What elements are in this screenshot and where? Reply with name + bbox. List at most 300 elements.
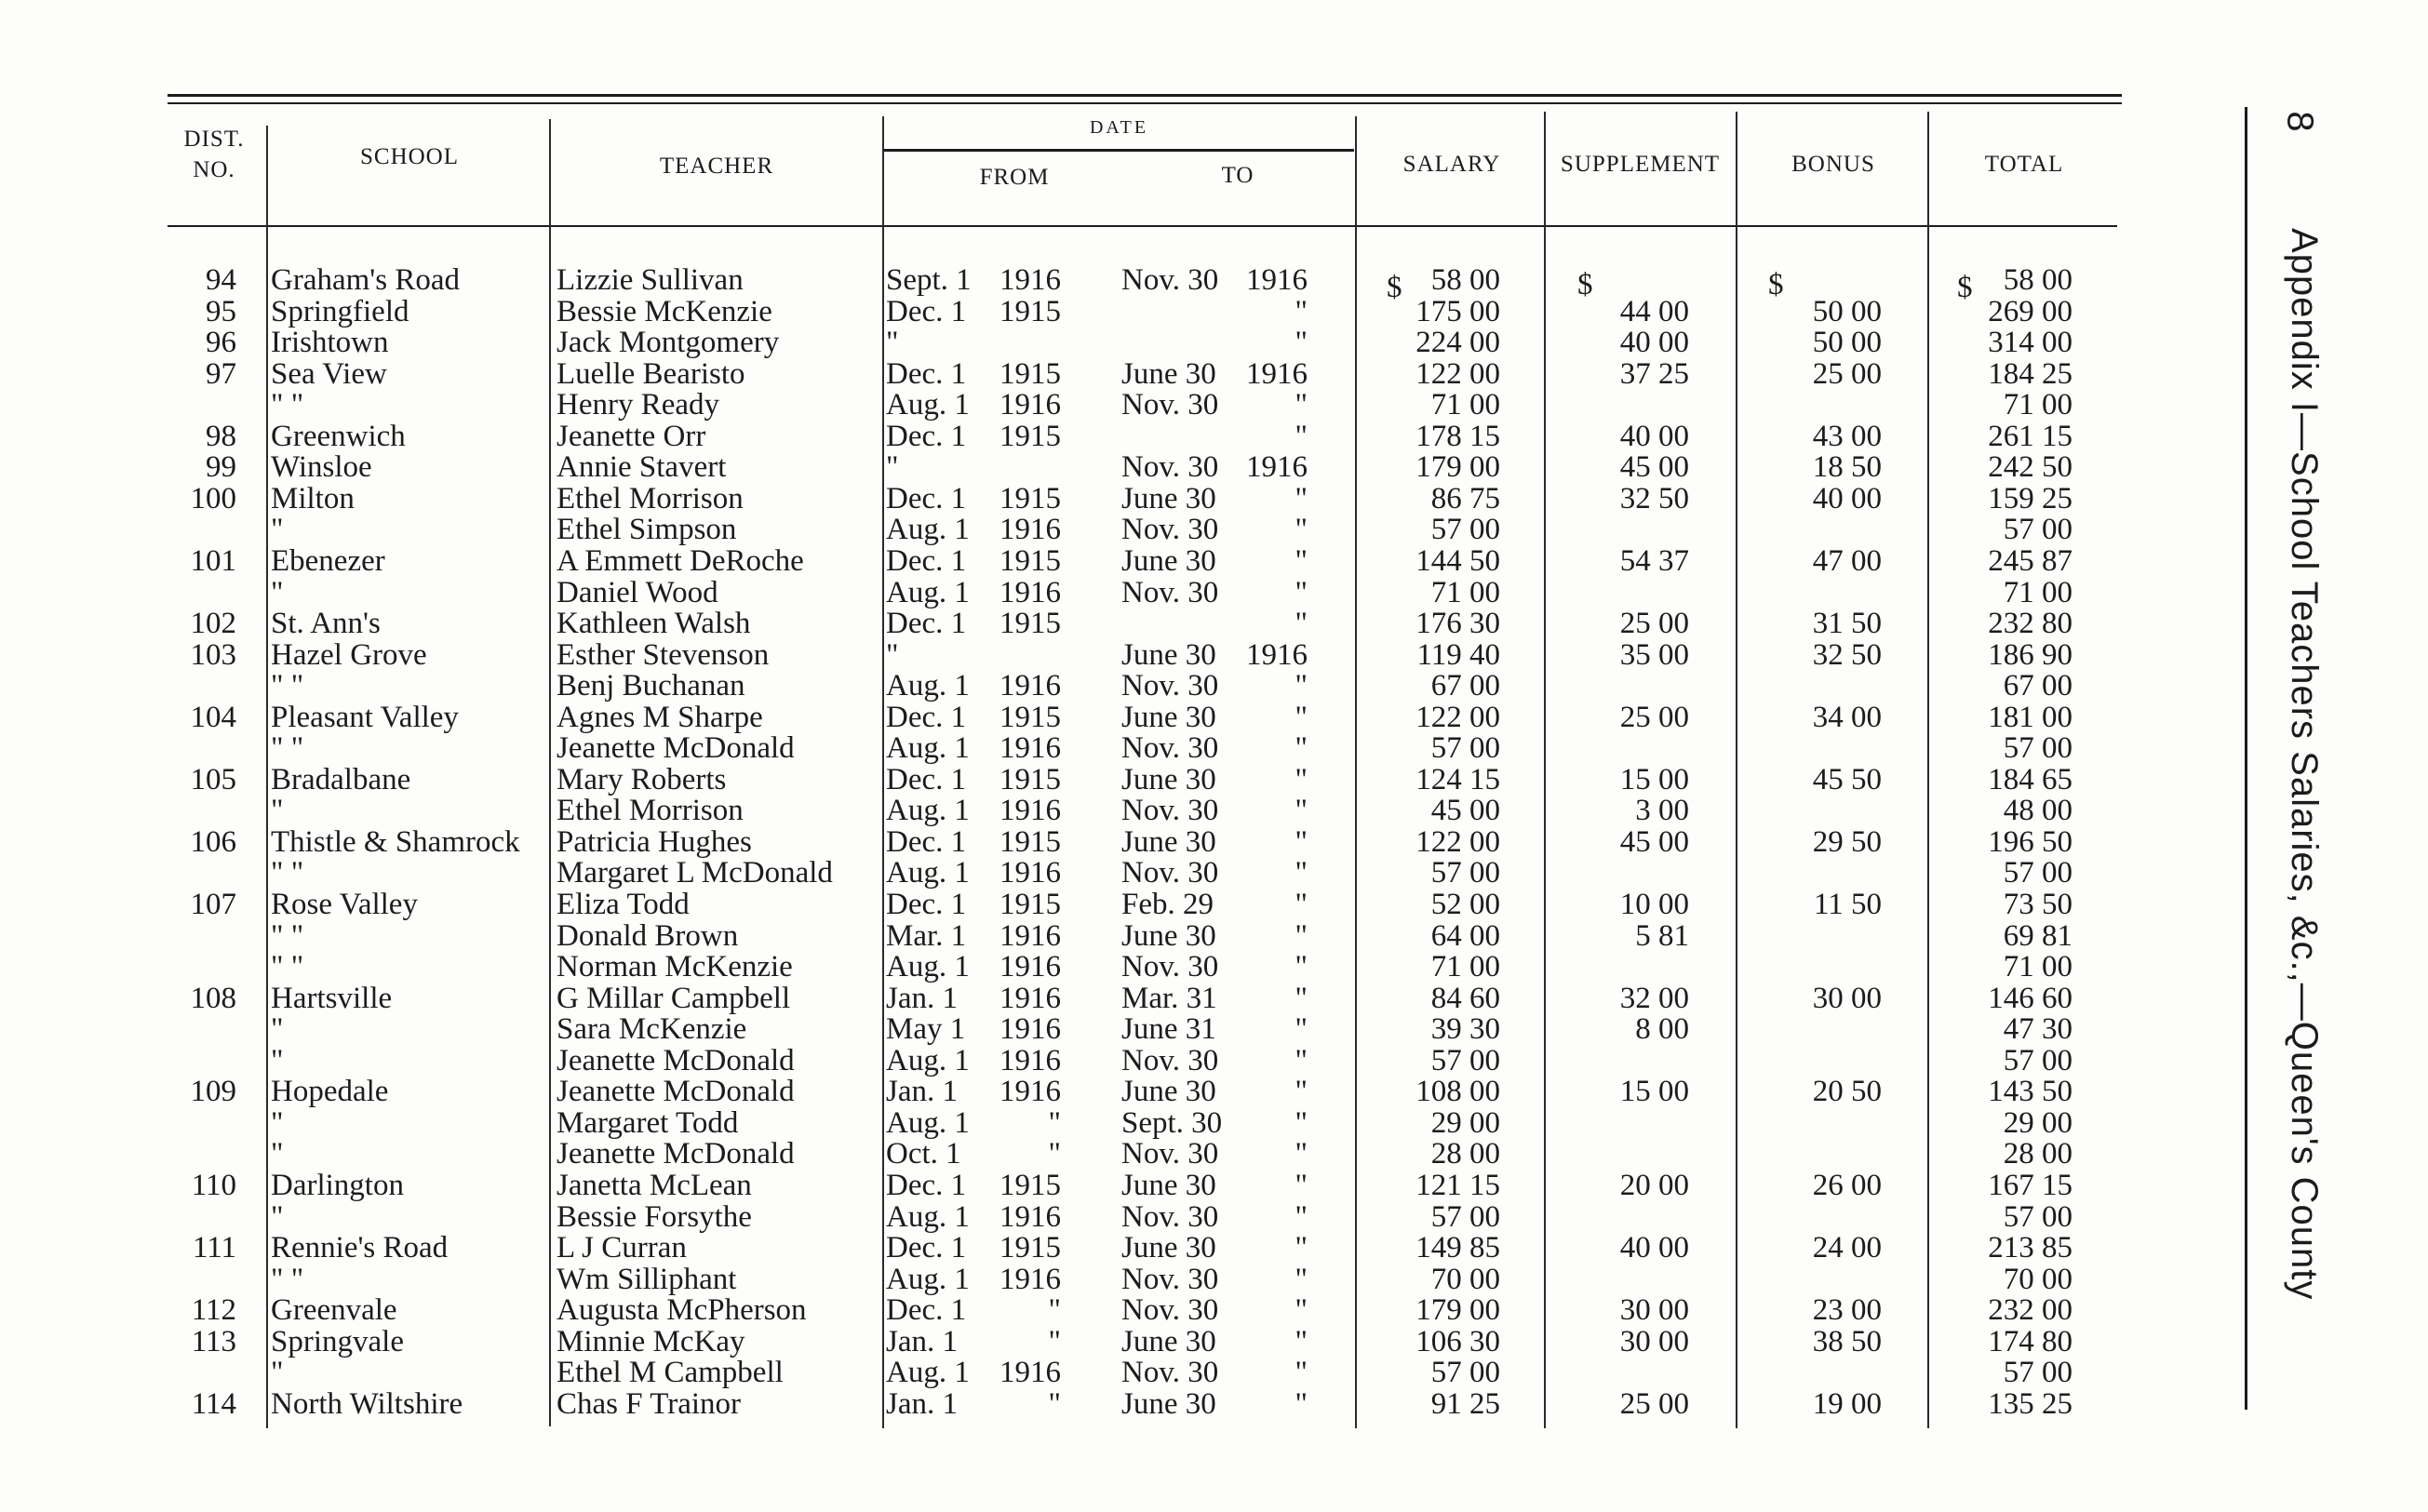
- teacher-name: Ethel Morrison: [557, 794, 744, 828]
- school-name: " ": [271, 388, 304, 422]
- to-month-day: Nov. 30: [1121, 669, 1219, 703]
- date-rule: [884, 149, 1354, 152]
- supplement-value: 25 00: [1619, 607, 1689, 641]
- salary-value: 57 00: [1430, 731, 1500, 766]
- to-year: ": [1294, 950, 1308, 984]
- bonus-value: 26 00: [1812, 1168, 1882, 1202]
- supplement-value: 3 00: [1635, 794, 1689, 828]
- bonus-value: 31 50: [1812, 607, 1882, 641]
- salary-value: 178 15: [1415, 419, 1500, 453]
- salary-value: 149 85: [1415, 1231, 1500, 1265]
- dist-no: 103: [190, 637, 236, 672]
- teacher-name: Luelle Bearisto: [557, 356, 745, 391]
- dist-no: 110: [191, 1168, 236, 1202]
- school-name: Rennie's Road: [271, 1231, 449, 1265]
- from-year: 1916: [999, 263, 1061, 297]
- teacher-name: Jeanette McDonald: [557, 1043, 795, 1077]
- to-year: ": [1294, 1043, 1308, 1077]
- school-name: Sea View: [271, 356, 387, 391]
- salary-value: 71 00: [1430, 388, 1500, 422]
- to-year: ": [1294, 1012, 1308, 1047]
- supplement-value: 32 50: [1619, 481, 1689, 515]
- salary-value: 71 00: [1430, 950, 1500, 984]
- from-year: 1916: [999, 918, 1061, 953]
- teacher-name: Jeanette McDonald: [557, 1137, 795, 1171]
- from-year: 1916: [999, 669, 1061, 703]
- dist-no: 96: [206, 326, 236, 360]
- school-name: Greenwich: [271, 419, 406, 453]
- teacher-name: Bessie Forsythe: [557, 1199, 752, 1234]
- from-month-day: Dec. 1: [886, 1231, 967, 1265]
- to-month-day: Nov. 30: [1121, 1137, 1219, 1171]
- to-month-day: Nov. 30: [1121, 856, 1219, 890]
- bonus-value: 23 00: [1812, 1293, 1882, 1328]
- school-name: ": [271, 1356, 284, 1390]
- total-value: 232 80: [1988, 607, 2073, 641]
- school-name: Rose Valley: [271, 888, 418, 921]
- school-name: " ": [271, 731, 304, 766]
- from-month-day: Oct. 1: [886, 1137, 961, 1171]
- from-month-day: Jan. 1: [886, 981, 958, 1015]
- to-year: ": [1294, 1075, 1308, 1109]
- total-value: 232 00: [1988, 1293, 2073, 1328]
- supplement-currency: $: [1577, 268, 1593, 301]
- teacher-name: Jeanette McDonald: [557, 731, 795, 766]
- from-month-day: Dec. 1: [886, 762, 967, 796]
- school-name: Winsloe: [271, 450, 372, 485]
- teacher-name: G Millar Campbell: [557, 981, 791, 1015]
- salary-value: 86 75: [1430, 481, 1500, 515]
- to-year: ": [1294, 575, 1308, 609]
- salary-value: 57 00: [1430, 1356, 1500, 1390]
- to-month-day: Nov. 30: [1121, 575, 1219, 609]
- from-year: 1916: [999, 1356, 1061, 1390]
- from-year: 1916: [999, 1262, 1061, 1296]
- school-name: ": [271, 1199, 284, 1234]
- from-month-day: Aug. 1: [886, 950, 970, 984]
- to-month-day: Nov. 30: [1121, 1043, 1219, 1077]
- to-year: ": [1294, 326, 1308, 360]
- teacher-name: Margaret L McDonald: [557, 856, 833, 890]
- from-year: ": [1048, 1293, 1061, 1328]
- to-month-day: June 30: [1121, 1075, 1216, 1109]
- total-value: 181 00: [1988, 700, 2073, 734]
- salary-value: 45 00: [1430, 794, 1500, 828]
- teacher-name: Eliza Todd: [557, 888, 690, 921]
- bonus-value: 30 00: [1812, 981, 1882, 1015]
- to-month-day: Nov. 30: [1121, 731, 1219, 766]
- from-month-day: Aug. 1: [886, 794, 970, 828]
- school-name: Hartsville: [271, 981, 393, 1015]
- from-year: 1916: [999, 388, 1061, 422]
- school-name: " ": [271, 669, 304, 703]
- total-value: 143 50: [1988, 1075, 2073, 1109]
- from-year: ": [1048, 1105, 1061, 1140]
- header-bonus: BONUS: [1791, 152, 1875, 177]
- teacher-name: L J Curran: [557, 1231, 687, 1265]
- total-value: 28 00: [2003, 1137, 2073, 1171]
- salary-value: 119 40: [1416, 637, 1500, 672]
- bonus-currency: $: [1768, 268, 1784, 301]
- salary-value: 106 30: [1415, 1324, 1500, 1358]
- salary-value: 224 00: [1415, 326, 1500, 360]
- bonus-value: 29 50: [1812, 824, 1882, 859]
- from-year: 1916: [999, 1075, 1061, 1109]
- from-month-day: Aug. 1: [886, 1262, 970, 1296]
- bonus-value: 50 00: [1812, 326, 1882, 360]
- to-month-day: Nov. 30: [1121, 1199, 1219, 1234]
- salary-value: 29 00: [1430, 1105, 1500, 1140]
- dist-no: 98: [206, 419, 236, 453]
- to-month-day: June 30: [1121, 1324, 1216, 1358]
- bonus-value: 25 00: [1812, 356, 1882, 391]
- school-name: Thistle & Shamrock: [271, 824, 520, 859]
- to-month-day: June 30: [1121, 824, 1216, 859]
- school-name: " ": [271, 1262, 304, 1296]
- salary-value: 28 00: [1430, 1137, 1500, 1171]
- from-month-day: May 1: [886, 1012, 966, 1047]
- total-value: 196 50: [1988, 824, 2073, 859]
- dist-no: 94: [206, 263, 236, 297]
- dist-no: 106: [190, 824, 236, 859]
- from-month-day: Aug. 1: [886, 1356, 970, 1390]
- school-name: Darlington: [271, 1168, 404, 1202]
- from-month-day: Aug. 1: [886, 1105, 970, 1140]
- total-value: 29 00: [2003, 1105, 2073, 1140]
- total-value: 57 00: [2003, 1356, 2073, 1390]
- total-value: 71 00: [2003, 575, 2073, 609]
- side-rule: [2245, 107, 2247, 1410]
- total-value: 213 85: [1988, 1231, 2073, 1265]
- to-month-day: June 30: [1121, 1231, 1216, 1265]
- supplement-value: 40 00: [1619, 419, 1689, 453]
- to-year: ": [1294, 918, 1308, 953]
- from-year: 1915: [999, 700, 1061, 734]
- from-month-day: Dec. 1: [886, 419, 967, 453]
- to-month-day: June 30: [1121, 1386, 1216, 1421]
- col-line-bonus: [1736, 112, 1737, 1428]
- school-name: ": [271, 1105, 284, 1140]
- to-year: ": [1294, 856, 1308, 890]
- teacher-name: A Emmett DeRoche: [557, 543, 804, 578]
- to-year: ": [1294, 1137, 1308, 1171]
- to-month-day: Nov. 30: [1121, 794, 1219, 828]
- to-year: ": [1294, 607, 1308, 641]
- total-value: 245 87: [1988, 543, 2073, 578]
- from-month-day: Aug. 1: [886, 1043, 970, 1077]
- teacher-name: Jeanette Orr: [557, 419, 706, 453]
- from-month-day: Mar. 1: [886, 918, 967, 953]
- to-year: ": [1294, 1324, 1308, 1358]
- to-month-day: Nov. 30: [1121, 1262, 1219, 1296]
- top-rule: [168, 94, 2122, 97]
- to-month-day: Nov. 30: [1121, 450, 1219, 485]
- total-value: 242 50: [1988, 450, 2073, 485]
- teacher-name: Benj Buchanan: [557, 669, 745, 703]
- dist-no: 99: [206, 450, 236, 485]
- from-month-day: Aug. 1: [886, 1199, 970, 1234]
- dist-no: 108: [190, 981, 236, 1015]
- supplement-value: 15 00: [1619, 1075, 1689, 1109]
- teacher-name: Kathleen Walsh: [557, 607, 751, 641]
- from-month-day: ": [886, 637, 899, 672]
- salary-value: 175 00: [1415, 294, 1500, 328]
- from-year: 1915: [999, 888, 1061, 921]
- total-value: 167 15: [1988, 1168, 2073, 1202]
- from-month-day: Dec. 1: [886, 356, 967, 391]
- bonus-value: 43 00: [1812, 419, 1882, 453]
- from-month-day: Dec. 1: [886, 700, 967, 734]
- dist-no: 111: [192, 1231, 236, 1265]
- from-year: 1915: [999, 543, 1061, 578]
- dist-no: 105: [190, 762, 236, 796]
- school-name: Greenvale: [271, 1293, 397, 1328]
- school-name: ": [271, 1043, 284, 1077]
- header-to: TO: [1221, 163, 1254, 188]
- school-name: " ": [271, 856, 304, 890]
- teacher-name: Henry Ready: [557, 388, 720, 422]
- total-value: 71 00: [2003, 950, 2073, 984]
- from-year: 1916: [999, 575, 1061, 609]
- teacher-name: Chas F Trainor: [557, 1386, 742, 1421]
- dist-no: 102: [190, 607, 236, 641]
- to-year: ": [1294, 1105, 1308, 1140]
- supplement-value: 15 00: [1619, 762, 1689, 796]
- salary-value: 39 30: [1430, 1012, 1500, 1047]
- to-month-day: Mar. 31: [1121, 981, 1217, 1015]
- supplement-value: 25 00: [1619, 1386, 1689, 1421]
- from-year: 1915: [999, 1168, 1061, 1202]
- school-name: " ": [271, 918, 304, 953]
- supplement-value: 5 81: [1635, 918, 1689, 953]
- school-name: " ": [271, 950, 304, 984]
- from-month-day: Dec. 1: [886, 607, 967, 641]
- to-year: ": [1294, 669, 1308, 703]
- from-year: 1916: [999, 950, 1061, 984]
- to-year: 1916: [1246, 356, 1308, 391]
- to-month-day: June 30: [1121, 700, 1216, 734]
- school-name: Pleasant Valley: [271, 700, 459, 734]
- bonus-value: 40 00: [1812, 481, 1882, 515]
- from-month-day: Aug. 1: [886, 669, 970, 703]
- total-value: 58 00: [2003, 263, 2073, 297]
- salary-value: 122 00: [1415, 700, 1500, 734]
- dist-no: 109: [190, 1075, 236, 1109]
- dist-no: 112: [191, 1293, 236, 1328]
- running-title: Appendix I—School Teachers Salaries, &c.,—Queen's County: [2284, 228, 2325, 1301]
- top-rule-thin: [168, 102, 2122, 104]
- total-value: 71 00: [2003, 388, 2073, 422]
- to-year: ": [1294, 481, 1308, 515]
- salary-value: 108 00: [1415, 1075, 1500, 1109]
- header-total: TOTAL: [1984, 152, 2064, 177]
- school-name: ": [271, 513, 284, 547]
- supplement-value: 10 00: [1619, 888, 1689, 921]
- from-year: 1915: [999, 762, 1061, 796]
- col-line-school: [266, 126, 268, 1428]
- school-name: ": [271, 575, 284, 609]
- header-salary: SALARY: [1402, 152, 1501, 177]
- supplement-value: 32 00: [1619, 981, 1689, 1015]
- salary-value: 57 00: [1430, 1199, 1500, 1234]
- salary-value: 144 50: [1415, 543, 1500, 578]
- header-bottom-rule: [168, 225, 2117, 227]
- teacher-name: Jeanette McDonald: [557, 1075, 795, 1109]
- teacher-name: Janetta McLean: [557, 1168, 752, 1202]
- total-value: 186 90: [1988, 637, 2073, 672]
- teacher-name: Margaret Todd: [557, 1105, 739, 1140]
- to-year: ": [1294, 731, 1308, 766]
- from-month-day: Sept. 1: [886, 263, 972, 297]
- to-year: ": [1294, 824, 1308, 859]
- to-year: ": [1294, 1168, 1308, 1202]
- to-month-day: June 30: [1121, 918, 1216, 953]
- bonus-value: 19 00: [1812, 1386, 1882, 1421]
- to-year: ": [1294, 543, 1308, 578]
- salary-value: 122 00: [1415, 824, 1500, 859]
- to-month-day: Nov. 30: [1121, 1356, 1219, 1390]
- total-value: 57 00: [2003, 856, 2073, 890]
- salary-value: 179 00: [1415, 450, 1500, 485]
- from-year: 1916: [999, 731, 1061, 766]
- dist-no: 101: [190, 543, 236, 578]
- to-year: ": [1294, 419, 1308, 453]
- from-month-day: Jan. 1: [886, 1386, 958, 1421]
- supplement-value: 44 00: [1619, 294, 1689, 328]
- supplement-value: 8 00: [1635, 1012, 1689, 1047]
- page-number: 8: [2279, 111, 2321, 132]
- col-line-salary: [1355, 116, 1357, 1428]
- total-value: 48 00: [2003, 794, 2073, 828]
- salary-value: 58 00: [1430, 263, 1500, 297]
- supplement-value: 25 00: [1619, 700, 1689, 734]
- total-value: 146 60: [1988, 981, 2073, 1015]
- from-month-day: Dec. 1: [886, 888, 967, 921]
- teacher-name: Norman McKenzie: [557, 950, 793, 984]
- school-name: Irishtown: [271, 326, 389, 360]
- teacher-name: Ethel Simpson: [557, 513, 737, 547]
- school-name: North Wiltshire: [271, 1386, 463, 1421]
- teacher-name: Bessie McKenzie: [557, 294, 772, 328]
- from-month-day: Aug. 1: [886, 513, 970, 547]
- teacher-name: Ethel Morrison: [557, 481, 744, 515]
- to-year: ": [1294, 1356, 1308, 1390]
- salary-value: 121 15: [1415, 1168, 1500, 1202]
- from-year: ": [1048, 1324, 1061, 1358]
- salary-value: 91 25: [1430, 1386, 1500, 1421]
- teacher-name: Lizzie Sullivan: [557, 263, 744, 297]
- to-year: ": [1294, 1293, 1308, 1328]
- salary-value: 57 00: [1430, 513, 1500, 547]
- from-year: ": [1048, 1137, 1061, 1171]
- dist-no: 113: [191, 1324, 236, 1358]
- school-name: Bradalbane: [271, 762, 411, 796]
- from-month-day: ": [886, 326, 899, 360]
- dist-no: 114: [191, 1386, 236, 1421]
- to-year: ": [1294, 794, 1308, 828]
- from-year: 1916: [999, 1199, 1061, 1234]
- teacher-name: Sara McKenzie: [557, 1012, 747, 1047]
- from-year: 1916: [999, 1012, 1061, 1047]
- total-value: 174 80: [1988, 1324, 2073, 1358]
- from-month-day: Aug. 1: [886, 575, 970, 609]
- to-year: ": [1294, 762, 1308, 796]
- total-value: 57 00: [2003, 731, 2073, 766]
- from-year: ": [1048, 1386, 1061, 1421]
- from-month-day: Aug. 1: [886, 731, 970, 766]
- to-year: ": [1294, 1231, 1308, 1265]
- total-value: 184 25: [1988, 356, 2073, 391]
- from-month-day: Aug. 1: [886, 856, 970, 890]
- header-date: DATE: [1089, 117, 1149, 138]
- bonus-value: 18 50: [1812, 450, 1882, 485]
- to-month-day: Nov. 30: [1121, 513, 1219, 547]
- bonus-value: 32 50: [1812, 637, 1882, 672]
- salary-value: 57 00: [1430, 856, 1500, 890]
- supplement-value: 35 00: [1619, 637, 1689, 672]
- col-line-supplement: [1544, 112, 1546, 1428]
- salary-value: 64 00: [1430, 918, 1500, 953]
- supplement-value: 54 37: [1619, 543, 1689, 578]
- from-month-day: Jan. 1: [886, 1324, 958, 1358]
- total-value: 159 25: [1988, 481, 2073, 515]
- school-name: ": [271, 1137, 284, 1171]
- from-year: 1915: [999, 294, 1061, 328]
- from-year: 1915: [999, 481, 1061, 515]
- teacher-name: Donald Brown: [557, 918, 739, 953]
- to-month-day: June 30: [1121, 1168, 1216, 1202]
- dist-no: 95: [206, 294, 236, 328]
- header-teacher: TEACHER: [659, 154, 774, 179]
- total-value: 73 50: [2003, 888, 2073, 921]
- total-value: 314 00: [1988, 326, 2073, 360]
- to-month-day: June 30: [1121, 356, 1216, 391]
- to-year: 1916: [1246, 450, 1308, 485]
- bonus-value: 20 50: [1812, 1075, 1882, 1109]
- header-from: FROM: [979, 165, 1050, 190]
- supplement-value: 30 00: [1619, 1324, 1689, 1358]
- total-value: 57 00: [2003, 1043, 2073, 1077]
- salary-value: 57 00: [1430, 1043, 1500, 1077]
- to-month-day: Nov. 30: [1121, 388, 1219, 422]
- to-year: ": [1294, 981, 1308, 1015]
- to-year: ": [1294, 1386, 1308, 1421]
- col-line-teacher: [549, 119, 551, 1426]
- supplement-value: 20 00: [1619, 1168, 1689, 1202]
- from-year: 1916: [999, 856, 1061, 890]
- header-supplement: SUPPLEMENT: [1560, 152, 1721, 177]
- from-year: 1916: [999, 794, 1061, 828]
- to-year: 1916: [1246, 263, 1308, 297]
- header-school: SCHOOL: [359, 144, 459, 169]
- school-name: St. Ann's: [271, 607, 381, 641]
- total-value: 269 00: [1988, 294, 2073, 328]
- from-month-day: Aug. 1: [886, 388, 970, 422]
- salary-value: 124 15: [1415, 762, 1500, 796]
- from-month-day: Dec. 1: [886, 1293, 967, 1328]
- teacher-name: Annie Stavert: [557, 450, 727, 485]
- school-name: Hazel Grove: [271, 637, 427, 672]
- bonus-value: 47 00: [1812, 543, 1882, 578]
- teacher-name: Esther Stevenson: [557, 637, 770, 672]
- from-month-day: Dec. 1: [886, 1168, 967, 1202]
- total-value: 261 15: [1988, 419, 2073, 453]
- to-month-day: Sept. 30: [1121, 1105, 1223, 1140]
- to-year: ": [1294, 294, 1308, 328]
- supplement-value: 37 25: [1619, 356, 1689, 391]
- from-month-day: ": [886, 450, 899, 485]
- from-year: 1915: [999, 419, 1061, 453]
